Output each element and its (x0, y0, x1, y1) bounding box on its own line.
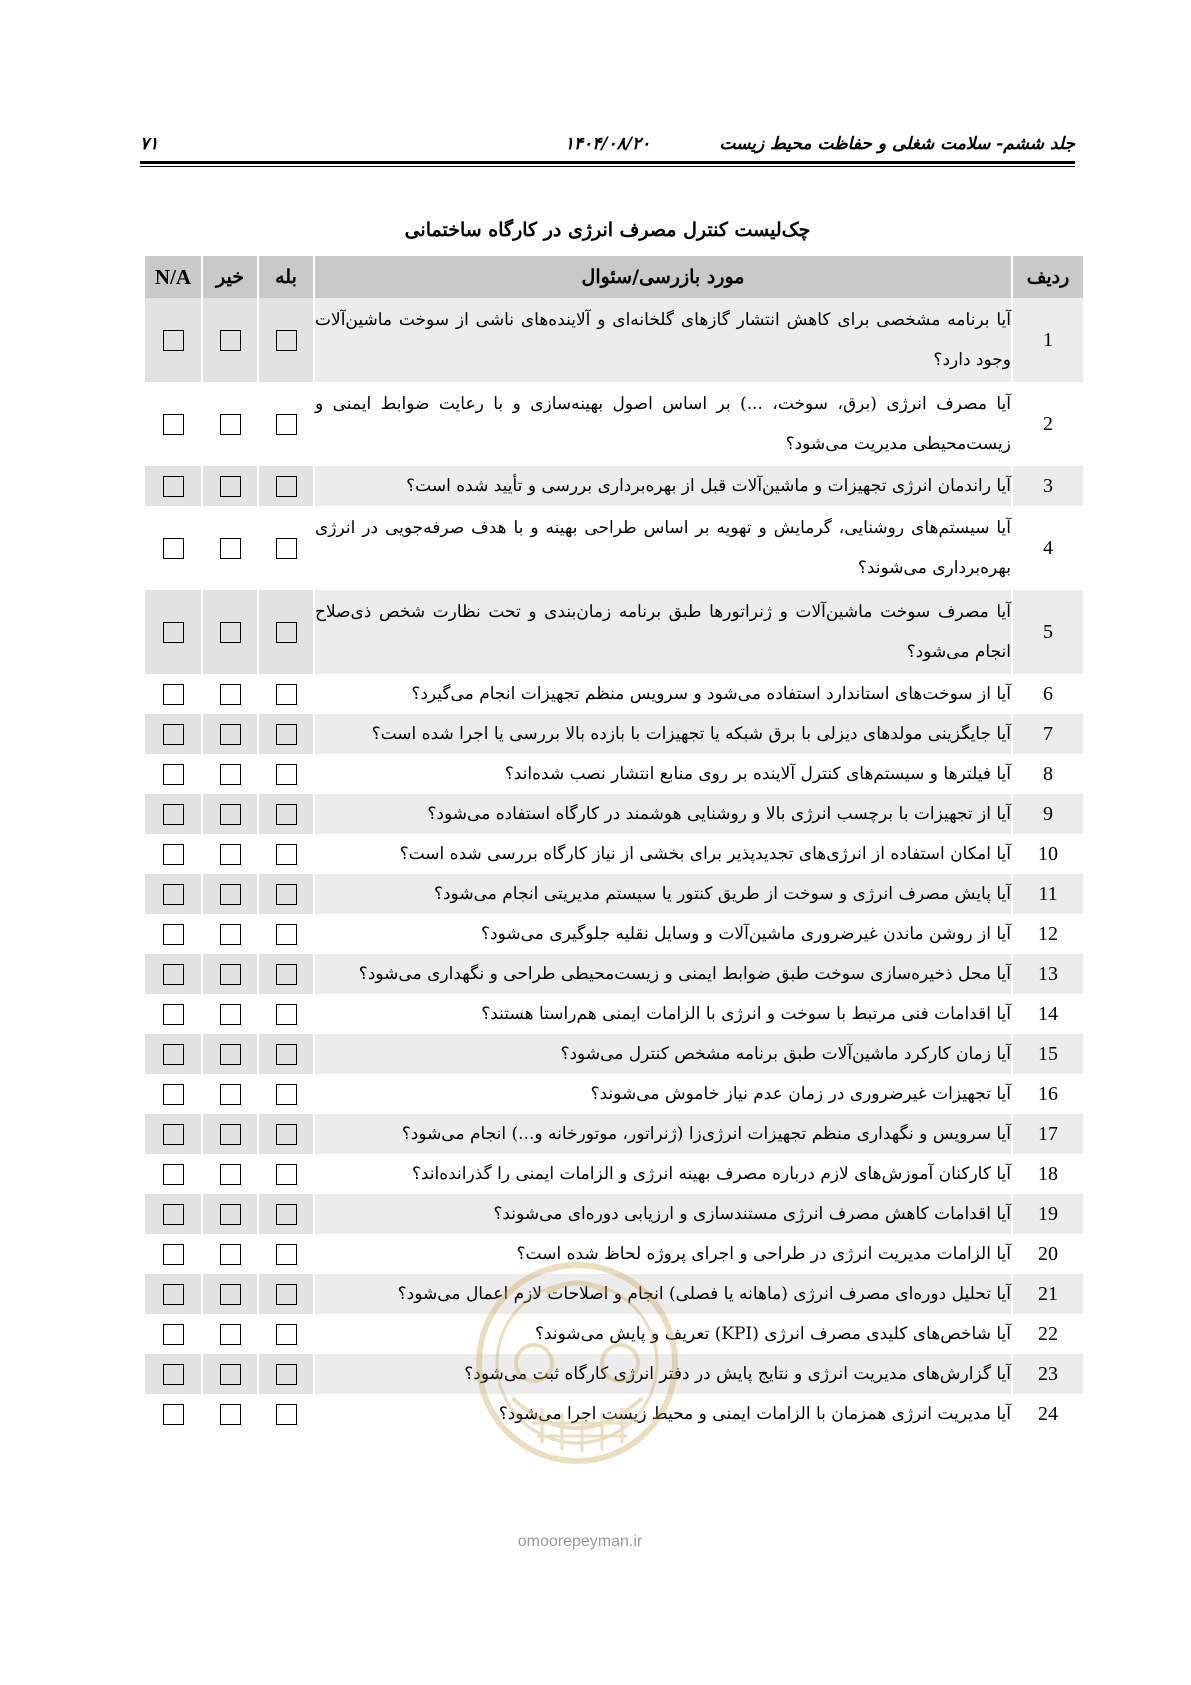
cell-na (144, 794, 202, 834)
cell-na (144, 1074, 202, 1114)
checkbox-yes[interactable] (276, 622, 297, 643)
checkbox-na[interactable] (163, 844, 184, 865)
header-rule-thick (140, 161, 1075, 164)
cell-na (144, 298, 202, 382)
row-question: آیا تجهیزات غیرضروری در زمان عدم نیاز خاموش می‌شوند؟ (314, 1074, 1012, 1114)
cell-no (202, 1034, 258, 1074)
cell-na (144, 1394, 202, 1434)
cell-yes (258, 590, 314, 674)
col-header-item: مورد بازرسی/سئوال (314, 256, 1012, 298)
checkbox-no[interactable] (220, 330, 241, 351)
row-number: 12 (1012, 914, 1084, 954)
checkbox-yes[interactable] (276, 1164, 297, 1185)
checkbox-yes[interactable] (276, 884, 297, 905)
checkbox-no[interactable] (220, 1204, 241, 1225)
checkbox-na[interactable] (163, 1364, 184, 1385)
cell-no (202, 994, 258, 1034)
cell-na (144, 590, 202, 674)
page-header (140, 128, 1075, 168)
cell-yes (258, 1274, 314, 1314)
checkbox-no[interactable] (220, 538, 241, 559)
checkbox-yes[interactable] (276, 964, 297, 985)
row-number: 21 (1012, 1274, 1084, 1314)
cell-na (144, 714, 202, 754)
row-number: 11 (1012, 874, 1084, 914)
cell-yes (258, 506, 314, 590)
checkbox-no[interactable] (220, 476, 241, 497)
header-date: ۱۴۰۴/۰۸/۲۰ (564, 134, 651, 154)
cell-yes (258, 298, 314, 382)
table-row (144, 954, 1084, 994)
row-question: آیا برنامه مشخصی برای کاهش انتشار گازهای گلخانه‌ای و آلاینده‌های ناشی از سوخت ماشین‌آلات وجود دارد؟ (314, 298, 1012, 382)
table-row (144, 1154, 1084, 1194)
checkbox-yes[interactable] (276, 764, 297, 785)
checkbox-na[interactable] (163, 1284, 184, 1305)
row-question: آیا جایگزینی مولدهای دیزلی با برق شبکه یا تجهیزات با بازده بالا بررسی یا اجرا شده است؟ (314, 714, 1012, 754)
checklist-title: چک‌لیست کنترل مصرف انرژی در کارگاه ساختمانی (404, 219, 811, 241)
cell-yes (258, 1034, 314, 1074)
checkbox-yes[interactable] (276, 476, 297, 497)
checkbox-no[interactable] (220, 884, 241, 905)
row-number: 22 (1012, 1314, 1084, 1354)
checkbox-yes[interactable] (276, 1084, 297, 1105)
checkbox-na[interactable] (163, 884, 184, 905)
checkbox-yes[interactable] (276, 1404, 297, 1425)
checkbox-na[interactable] (163, 1004, 184, 1025)
checkbox-na[interactable] (163, 622, 184, 643)
cell-na (144, 382, 202, 466)
checkbox-yes[interactable] (276, 1364, 297, 1385)
row-number: 6 (1012, 674, 1084, 714)
table-row (144, 1034, 1084, 1074)
cell-yes (258, 794, 314, 834)
cell-no (202, 1074, 258, 1114)
table-row (144, 1074, 1084, 1114)
checkbox-no[interactable] (220, 964, 241, 985)
col-header-na: N/A (144, 256, 202, 298)
row-number: 17 (1012, 1114, 1084, 1154)
cell-yes (258, 674, 314, 714)
cell-no (202, 1114, 258, 1154)
table-row (144, 834, 1084, 874)
cell-na (144, 506, 202, 590)
table-row (144, 914, 1084, 954)
cell-no (202, 834, 258, 874)
checkbox-na[interactable] (163, 1084, 184, 1105)
table-row (144, 298, 1084, 382)
checklist-table (143, 256, 1085, 1434)
cell-na (144, 1114, 202, 1154)
cell-yes (258, 1234, 314, 1274)
checkbox-na[interactable] (163, 1044, 184, 1065)
checkbox-yes[interactable] (276, 924, 297, 945)
cell-yes (258, 1394, 314, 1434)
cell-no (202, 1394, 258, 1434)
checkbox-na[interactable] (163, 724, 184, 745)
row-number: 14 (1012, 994, 1084, 1034)
row-question: آیا از تجهیزات با برچسب انرژی بالا و روشنایی هوشمند در کارگاه استفاده می‌شود؟ (314, 794, 1012, 834)
cell-yes (258, 954, 314, 994)
cell-no (202, 954, 258, 994)
row-question: آیا مدیریت انرژی همزمان با الزامات ایمنی و محیط زیست اجرا می‌شود؟ (314, 1394, 1012, 1434)
checkbox-no[interactable] (220, 414, 241, 435)
cell-no (202, 590, 258, 674)
table-row (144, 874, 1084, 914)
cell-na (144, 914, 202, 954)
checkbox-na[interactable] (163, 538, 184, 559)
cell-na (144, 674, 202, 714)
cell-na (144, 994, 202, 1034)
table-row (144, 794, 1084, 834)
table-row (144, 382, 1084, 466)
row-question: آیا سیستم‌های روشنایی، گرمایش و تهویه بر اساس طراحی بهینه و با هدف صرفه‌جویی در انرژی بهره‌برداری می‌شوند؟ (314, 506, 1012, 590)
cell-yes (258, 382, 314, 466)
row-question: آیا مصرف انرژی (برق، سوخت، ...) بر اساس اصول بهینه‌سازی و با رعایت ضوابط ایمنی و زیست‌محیطی مدیریت می‌شود؟ (314, 382, 1012, 466)
table-row (144, 994, 1084, 1034)
table-row (144, 506, 1084, 590)
checkbox-no[interactable] (220, 622, 241, 643)
cell-na (144, 954, 202, 994)
row-question: آیا اقدامات فنی مرتبط با سوخت و انرژی با الزامات ایمنی هم‌راستا هستند؟ (314, 994, 1012, 1034)
cell-no (202, 1194, 258, 1234)
row-number: 15 (1012, 1034, 1084, 1074)
checkbox-na[interactable] (163, 764, 184, 785)
checkbox-no[interactable] (220, 1404, 241, 1425)
checkbox-na[interactable] (163, 330, 184, 351)
row-question: آیا راندمان انرژی تجهیزات و ماشین‌آلات قبل از بهره‌برداری بررسی و تأیید شده است؟ (314, 466, 1012, 506)
row-number: 5 (1012, 590, 1084, 674)
row-question: آیا فیلترها و سیستم‌های کنترل آلاینده بر روی منابع انتشار نصب شده‌اند؟ (314, 754, 1012, 794)
row-number: 8 (1012, 754, 1084, 794)
row-number: 13 (1012, 954, 1084, 994)
checkbox-na[interactable] (163, 1204, 184, 1225)
row-question: آیا محل ذخیره‌سازی سوخت طبق ضوابط ایمنی و زیست‌محیطی طراحی و نگهداری می‌شود؟ (314, 954, 1012, 994)
checkbox-yes[interactable] (276, 538, 297, 559)
cell-no (202, 754, 258, 794)
cell-no (202, 874, 258, 914)
checkbox-no[interactable] (220, 684, 241, 705)
checkbox-na[interactable] (163, 804, 184, 825)
checkbox-no[interactable] (220, 1004, 241, 1025)
cell-yes (258, 1114, 314, 1154)
row-number: 2 (1012, 382, 1084, 466)
checkbox-na[interactable] (163, 1404, 184, 1425)
row-question: آیا امکان استفاده از انرژی‌های تجدیدپذیر برای بخشی از نیاز کارگاه بررسی شده است؟ (314, 834, 1012, 874)
checkbox-yes[interactable] (276, 1004, 297, 1025)
cell-yes (258, 1074, 314, 1114)
table-row (144, 1274, 1084, 1314)
table-row (144, 674, 1084, 714)
row-number: 19 (1012, 1194, 1084, 1234)
cell-no (202, 298, 258, 382)
row-question: آیا اقدامات کاهش مصرف انرژی مستندسازی و ارزیابی دوره‌ای می‌شوند؟ (314, 1194, 1012, 1234)
table-row (144, 1314, 1084, 1354)
page-number: ۷۱ (140, 134, 159, 154)
row-number: 3 (1012, 466, 1084, 506)
checkbox-yes[interactable] (276, 1044, 297, 1065)
cell-na (144, 1194, 202, 1234)
checkbox-na[interactable] (163, 1324, 184, 1345)
checkbox-no[interactable] (220, 1324, 241, 1345)
checkbox-yes[interactable] (276, 1204, 297, 1225)
checkbox-no[interactable] (220, 804, 241, 825)
checkbox-yes[interactable] (276, 1324, 297, 1345)
cell-yes (258, 994, 314, 1034)
checkbox-na[interactable] (163, 1244, 184, 1265)
row-number: 1 (1012, 298, 1084, 382)
table-row (144, 590, 1084, 674)
book-title: جلد ششم- سلامت شغلی و حفاظت محیط زیست (719, 134, 1075, 154)
cell-no (202, 674, 258, 714)
cell-yes (258, 466, 314, 506)
cell-no (202, 1234, 258, 1274)
checkbox-no[interactable] (220, 1084, 241, 1105)
checkbox-yes[interactable] (276, 684, 297, 705)
checkbox-no[interactable] (220, 1164, 241, 1185)
row-number: 23 (1012, 1354, 1084, 1394)
checkbox-no[interactable] (220, 724, 241, 745)
row-question: آیا از سوخت‌های استاندارد استفاده می‌شود و سرویس منظم تجهیزات انجام می‌گیرد؟ (314, 674, 1012, 714)
row-number: 9 (1012, 794, 1084, 834)
checkbox-yes[interactable] (276, 1244, 297, 1265)
row-number: 18 (1012, 1154, 1084, 1194)
row-question: آیا تحلیل دوره‌ای مصرف انرژی (ماهانه یا فصلی) انجام و اصلاحات لازم اعمال می‌شود؟ (314, 1274, 1012, 1314)
checkbox-no[interactable] (220, 1244, 241, 1265)
checkbox-yes[interactable] (276, 1124, 297, 1145)
cell-no (202, 466, 258, 506)
checkbox-na[interactable] (163, 684, 184, 705)
checkbox-na[interactable] (163, 476, 184, 497)
cell-na (144, 1154, 202, 1194)
cell-yes (258, 1154, 314, 1194)
row-question: آیا سرویس و نگهداری منظم تجهیزات انرژی‌زا (ژنراتور، موتورخانه و...) انجام می‌شود؟ (314, 1114, 1012, 1154)
row-question: آیا پایش مصرف انرژی و سوخت از طریق کنتور یا سیستم مدیریتی انجام می‌شود؟ (314, 874, 1012, 914)
checkbox-no[interactable] (220, 844, 241, 865)
cell-na (144, 1354, 202, 1394)
checkbox-yes[interactable] (276, 330, 297, 351)
cell-na (144, 1034, 202, 1074)
watermark-site: omoorepeyman.ir (517, 1533, 643, 1550)
cell-yes (258, 1314, 314, 1354)
checkbox-no[interactable] (220, 1284, 241, 1305)
cell-yes (258, 714, 314, 754)
cell-yes (258, 1354, 314, 1394)
cell-yes (258, 754, 314, 794)
row-number: 10 (1012, 834, 1084, 874)
row-question: آیا مصرف سوخت ماشین‌آلات و ژنراتورها طبق برنامه زمان‌بندی و تحت نظارت شخص ذی‌صلاح انجام می‌شود؟ (314, 590, 1012, 674)
col-header-row: ردیف (1012, 256, 1084, 298)
cell-no (202, 794, 258, 834)
table-row (144, 1234, 1084, 1274)
checkbox-na[interactable] (163, 1124, 184, 1145)
row-number: 4 (1012, 506, 1084, 590)
cell-na (144, 874, 202, 914)
cell-na (144, 1274, 202, 1314)
row-number: 20 (1012, 1234, 1084, 1274)
table-row (144, 714, 1084, 754)
checkbox-yes[interactable] (276, 844, 297, 865)
table-header-row (144, 256, 1084, 298)
row-question: آیا گزارش‌های مدیریت انرژی و نتایج پایش در دفتر انرژی کارگاه ثبت می‌شود؟ (314, 1354, 1012, 1394)
cell-na (144, 1234, 202, 1274)
cell-na (144, 834, 202, 874)
cell-no (202, 914, 258, 954)
checkbox-na[interactable] (163, 414, 184, 435)
cell-no (202, 1154, 258, 1194)
checkbox-yes[interactable] (276, 724, 297, 745)
cell-yes (258, 1194, 314, 1234)
cell-yes (258, 914, 314, 954)
cell-yes (258, 834, 314, 874)
row-question: آیا از روشن ماندن غیرضروری ماشین‌آلات و وسایل نقلیه جلوگیری می‌شود؟ (314, 914, 1012, 954)
checkbox-yes[interactable] (276, 1284, 297, 1305)
row-question: آیا کارکنان آموزش‌های لازم درباره مصرف بهینه انرژی و الزامات ایمنی را گذرانده‌اند؟ (314, 1154, 1012, 1194)
row-question: آیا زمان کارکرد ماشین‌آلات طبق برنامه مشخص کنترل می‌شود؟ (314, 1034, 1012, 1074)
table-row (144, 1114, 1084, 1154)
cell-na (144, 466, 202, 506)
col-header-yes: بله (258, 256, 314, 298)
row-number: 24 (1012, 1394, 1084, 1434)
table-row (144, 1354, 1084, 1394)
table-row (144, 754, 1084, 794)
table-row (144, 1394, 1084, 1434)
checkbox-yes[interactable] (276, 414, 297, 435)
checkbox-no[interactable] (220, 1124, 241, 1145)
cell-no (202, 1274, 258, 1314)
checkbox-no[interactable] (220, 924, 241, 945)
cell-na (144, 1314, 202, 1354)
checkbox-no[interactable] (220, 1364, 241, 1385)
row-number: 16 (1012, 1074, 1084, 1114)
checkbox-na[interactable] (163, 1164, 184, 1185)
table-row (144, 1194, 1084, 1234)
cell-no (202, 714, 258, 754)
cell-no (202, 506, 258, 590)
checkbox-no[interactable] (220, 1044, 241, 1065)
header-rule-thin (140, 166, 1075, 167)
row-question: آیا شاخص‌های کلیدی مصرف انرژی (KPI) تعریف و پایش می‌شوند؟ (314, 1314, 1012, 1354)
cell-yes (258, 874, 314, 914)
cell-no (202, 1354, 258, 1394)
checkbox-na[interactable] (163, 964, 184, 985)
row-question: آیا الزامات مدیریت انرژی در طراحی و اجرای پروژه لحاظ شده است؟ (314, 1234, 1012, 1274)
checkbox-no[interactable] (220, 764, 241, 785)
table-row (144, 466, 1084, 506)
col-header-no: خیر (202, 256, 258, 298)
checkbox-yes[interactable] (276, 804, 297, 825)
checkbox-na[interactable] (163, 924, 184, 945)
cell-no (202, 382, 258, 466)
cell-no (202, 1314, 258, 1354)
cell-na (144, 754, 202, 794)
row-number: 7 (1012, 714, 1084, 754)
